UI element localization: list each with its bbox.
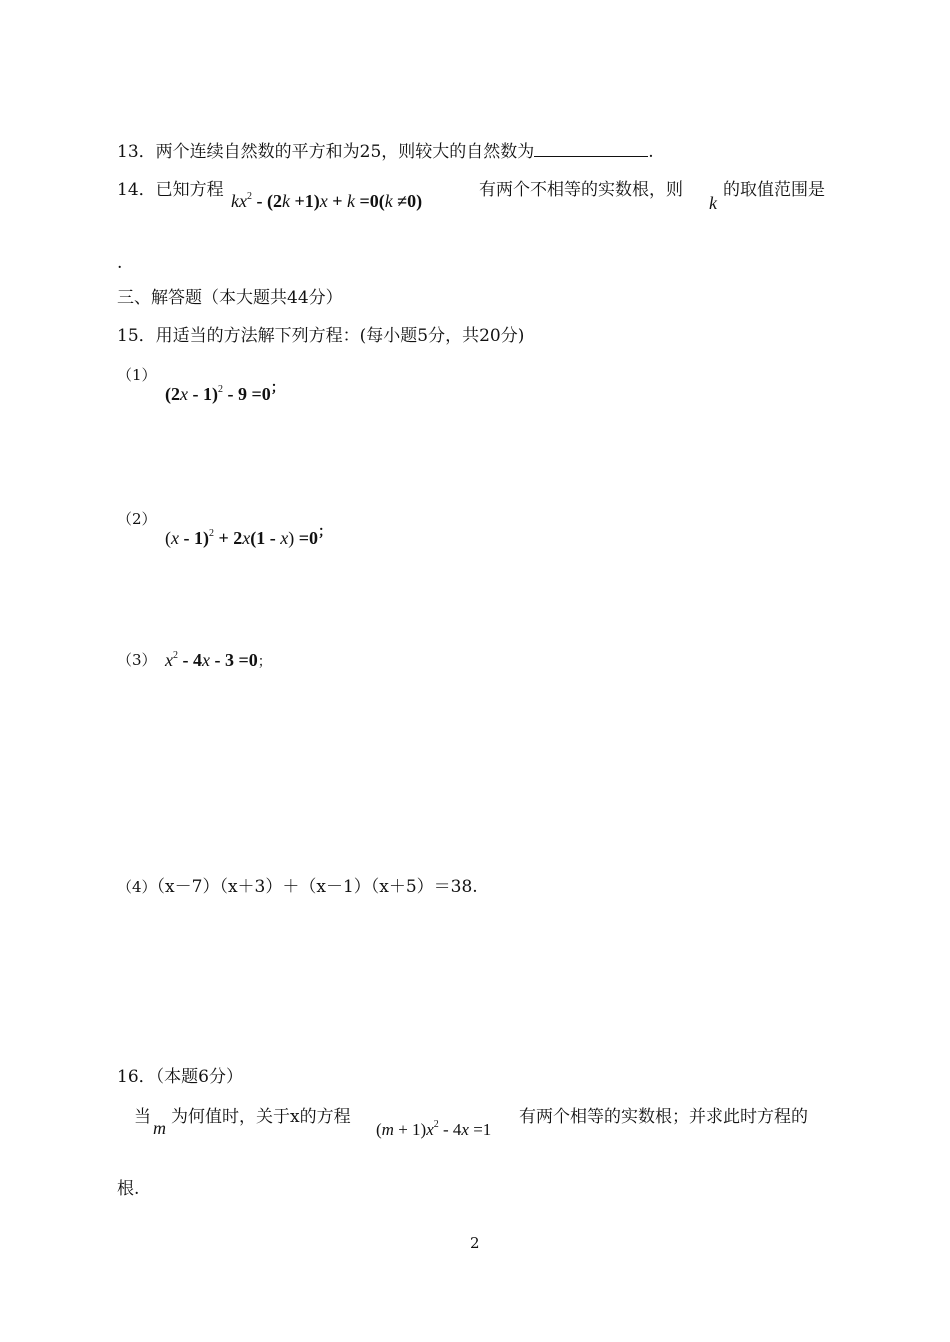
item-1-equation: (2x - 1)$^2$ - 9 =0； — [165, 381, 285, 404]
question-14-suffix: 的取值范围是 — [723, 180, 825, 200]
section-heading: 三、解答题（本大题共44分） — [117, 288, 343, 308]
question-16-tail: 根. — [117, 1179, 140, 1199]
question-16-title: 16．（本题6分） — [117, 1067, 243, 1087]
question-13-text: 13．两个连续自然数的平方和为25，则较大的自然数为 — [117, 142, 535, 162]
item-4-equation: （x－7）（x＋3）＋（x－1）（x＋5）＝38. — [156, 877, 478, 897]
question-16-prefix: 当 — [134, 1107, 151, 1127]
item-3-equation: $x^2 - 4x - 3 =0$； — [165, 650, 272, 670]
item-2-equation: (x - 1)$^2$ + 2x(1 - x) =0； — [165, 525, 333, 548]
question-13-end: . — [648, 142, 654, 162]
question-14-mid: 有两个不相等的实数根，则 — [479, 180, 683, 200]
item-4-label: （4） — [117, 878, 157, 896]
question-13 — [117, 141, 654, 163]
question-16-mid: 为何值时，关于x的方程 — [171, 1107, 351, 1127]
question-16-suffix: 有两个相等的实数根；并求此时方程的 — [519, 1107, 808, 1127]
page-number: 2 — [470, 1234, 480, 1252]
item-3-label: （3） — [117, 651, 157, 669]
item-2-label: （2） — [117, 510, 157, 528]
item-4 — [117, 876, 478, 898]
answer-blank — [534, 141, 648, 157]
question-16-equation: $(m + 1)x^2 - 4x =1$ — [376, 1119, 492, 1139]
question-14-variable: k — [709, 193, 717, 213]
question-16-variable: m — [153, 1118, 166, 1138]
question-14-equation: $kx^2 - (2k +1)x + k =0(k \ne 0)$ — [231, 191, 423, 211]
question-14-dot: . — [117, 253, 123, 273]
question-14-prefix: 14．已知方程 — [117, 180, 224, 200]
question-15-title: 15．用适当的方法解下列方程：(每小题5分，共20分) — [117, 326, 525, 346]
item-1-label: （1） — [117, 366, 157, 384]
